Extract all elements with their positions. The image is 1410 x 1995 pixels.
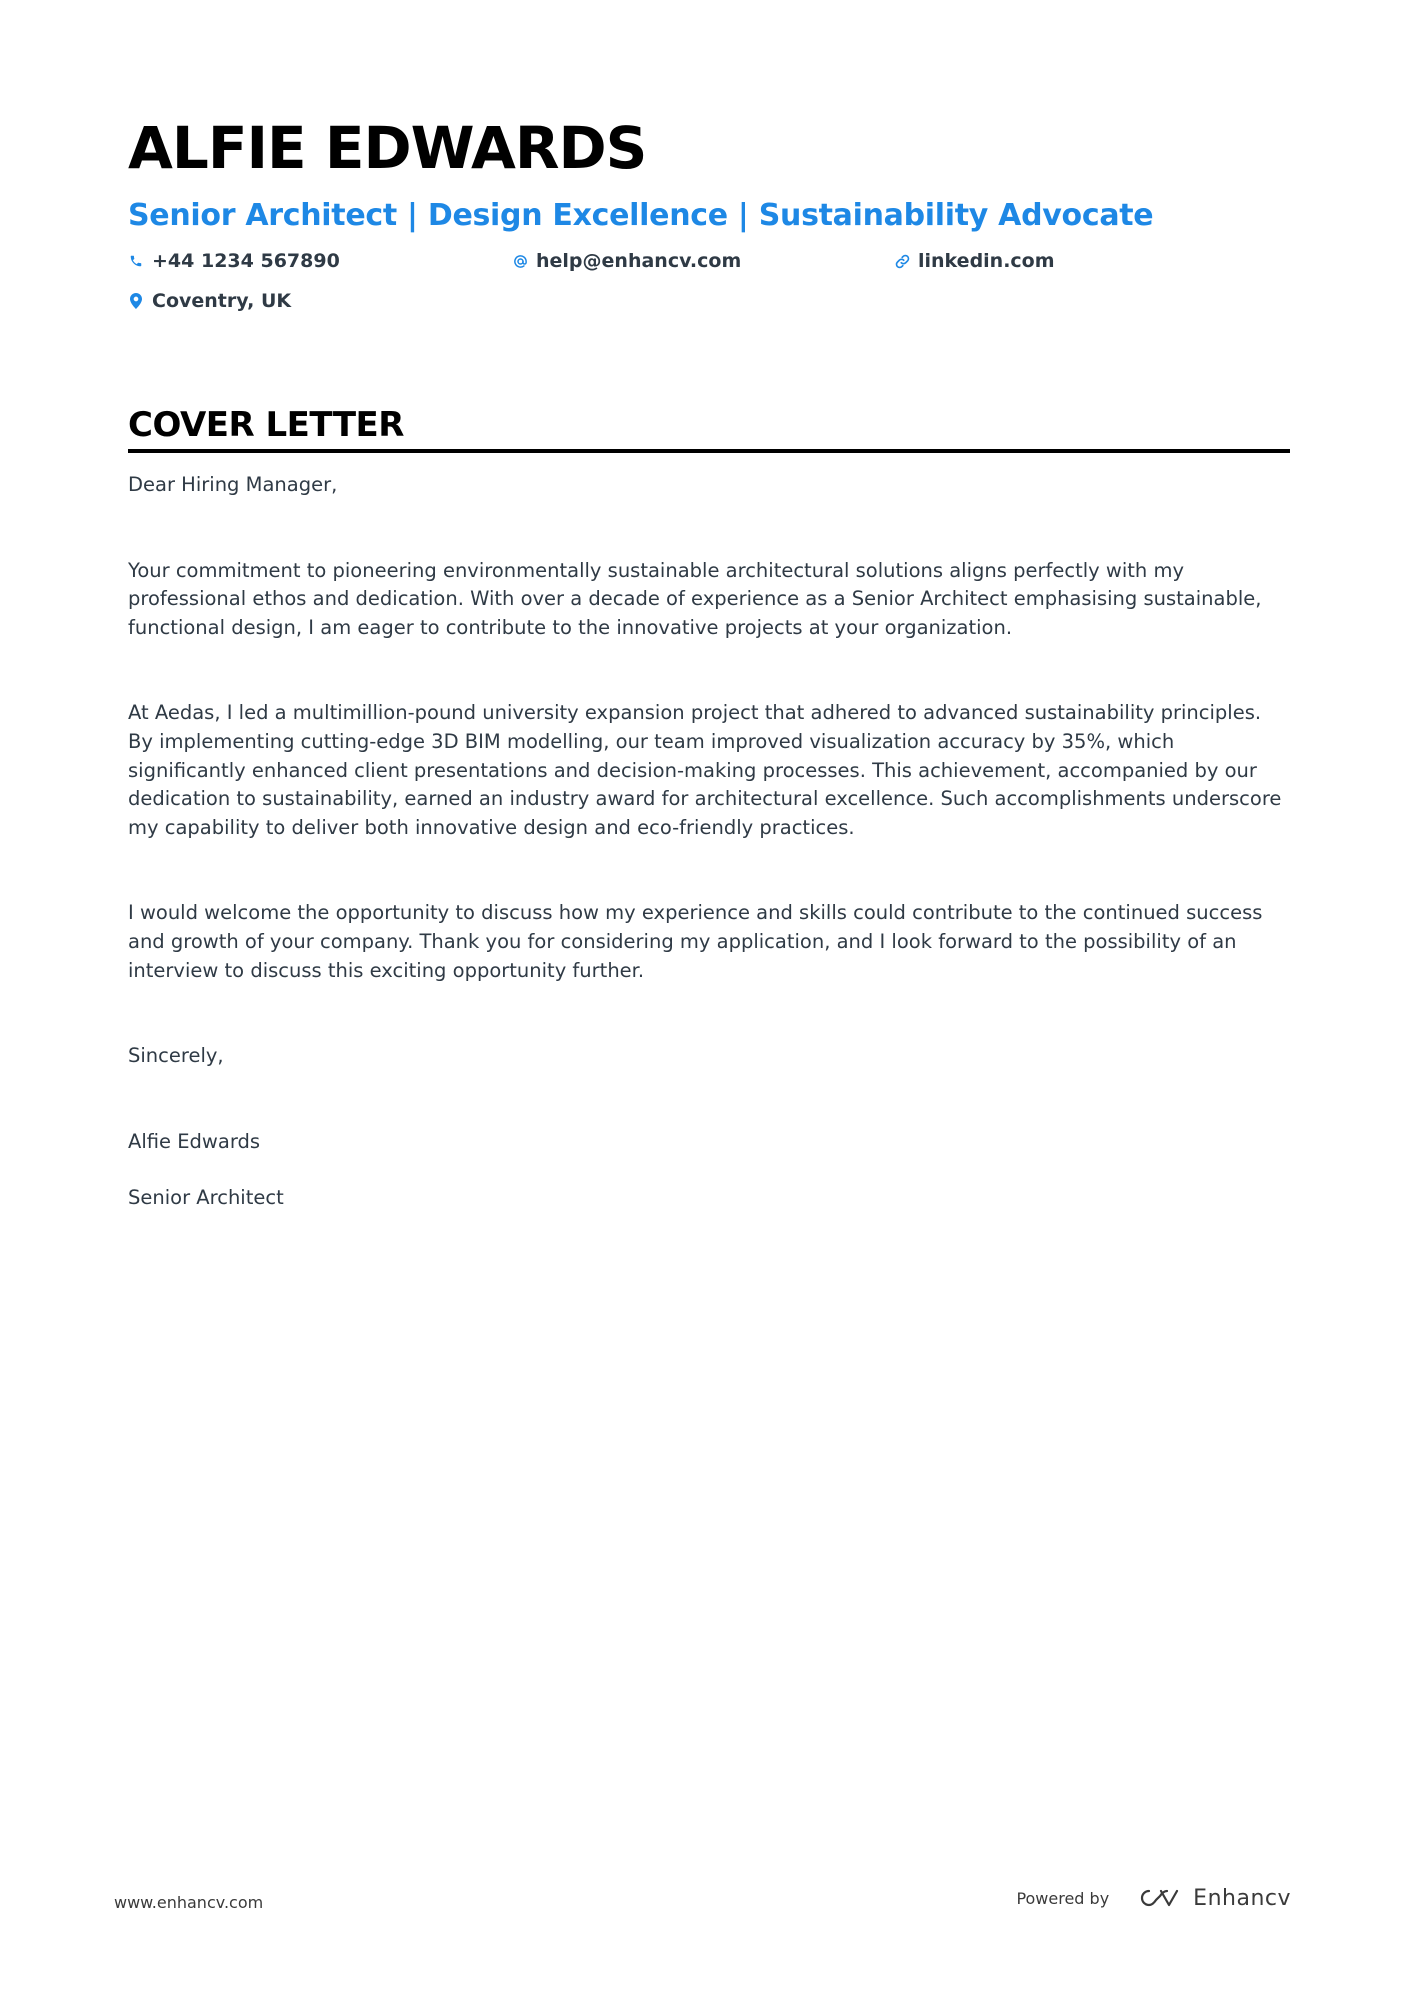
candidate-name: ALFIE EDWARDS: [128, 114, 647, 182]
phone-number: +44 1234 567890: [152, 250, 340, 272]
powered-by-label: Powered by: [1016, 1888, 1110, 1908]
letter-body: [128, 471, 1290, 1213]
letter-paragraph-3: I would welcome the opportunity to discuss how my experience and skills could contribute to the continued success and growth of your company. Thank you for considering my application, and I look forward to the possibility of an interview to discuss this exciting opportunity further.: [128, 901, 1263, 982]
contact-info: [128, 248, 1290, 328]
location-text: Coventry, UK: [152, 290, 292, 312]
letter-paragraph-2: At Aedas, I led a multimillion-pound university expansion project that adhered to advanced sustainability principles. By implementing cutting-edge 3D BIM modelling, our team improved visualization accuracy by 35%, which significantly enhanced client presentations and decision-making processes. This achievement, accompanied by our dedication to sustainability, earned an industry award for architectural excellence. Such accomplishments underscore my capability to deliver both innovative design and eco-friendly practices.: [128, 701, 1282, 839]
footer-powered-by[interactable]: [1016, 1885, 1291, 1911]
contact-phone[interactable]: [128, 248, 340, 274]
footer-website-link[interactable]: www.enhancv.com: [114, 1893, 264, 1912]
letter-greeting: Dear Hiring Manager,: [128, 473, 338, 496]
location-pin-icon: [128, 293, 144, 309]
linkedin-url: linkedin.com: [918, 250, 1055, 272]
email-address: help@enhancv.com: [536, 250, 742, 272]
candidate-headline: Senior Architect | Design Excellence | Sustainability Advocate: [128, 198, 1154, 233]
phone-icon: [128, 253, 144, 269]
cover-letter-page: [128, 110, 1290, 1213]
contact-linkedin[interactable]: [894, 248, 1055, 274]
signature-name: Alfie Edwards: [128, 1129, 261, 1153]
letter-paragraph-1: Your commitment to pioneering environmentally sustainable architectural solutions aligns perfectly with my professional ethos and dedication. With over a decade of experience as a Senior Architect emphasising sustainable, functional design, I am eager to contribute to the innovative projects at your organization.: [128, 558, 1262, 639]
at-icon: [512, 253, 528, 269]
section-title-cover-letter: COVER LETTER: [128, 403, 1290, 453]
contact-email[interactable]: [512, 248, 741, 274]
link-icon: [894, 253, 910, 269]
enhancv-brand-name: Enhancv: [1193, 1885, 1291, 1911]
letter-closing: Sincerely,: [128, 1044, 224, 1068]
enhancv-logo-icon: [1135, 1885, 1181, 1911]
contact-location: [128, 288, 291, 314]
signature-title: Senior Architect: [128, 1186, 284, 1210]
